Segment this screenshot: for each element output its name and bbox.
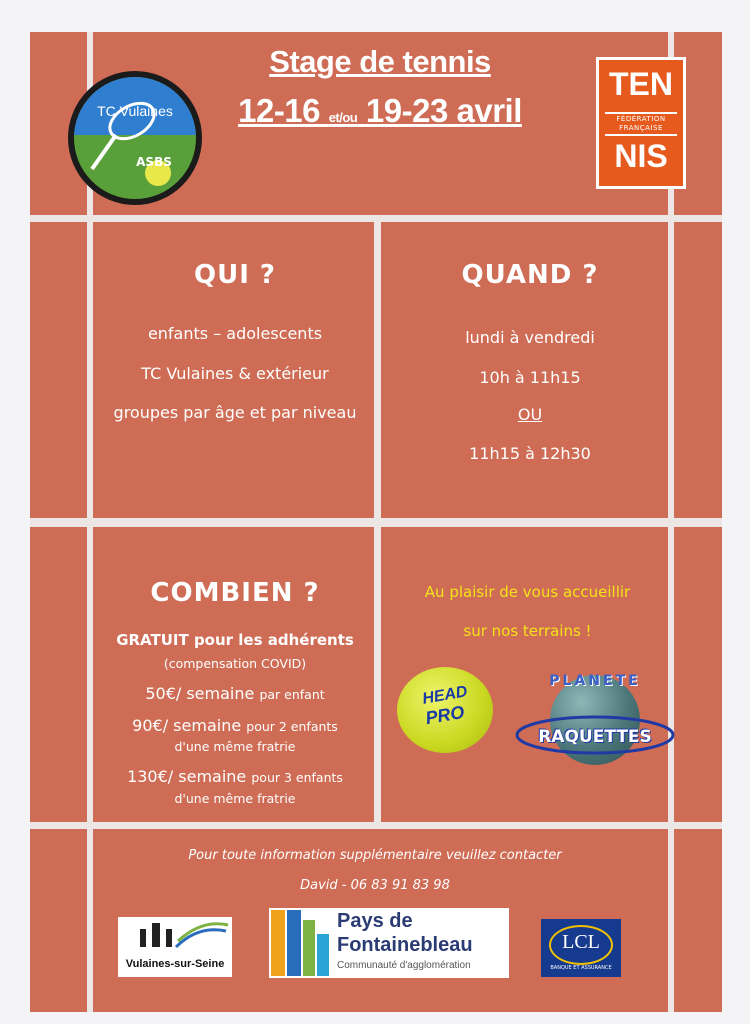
quand-time-2: 11h15 à 12h30 [469,444,591,463]
lcl-logo-text: LCL [562,931,600,953]
pays-de-fontainebleau-logo [269,908,509,978]
date-first: 12-16 [238,92,321,129]
qui-line-2: TC Vulaines & extérieur [141,364,329,383]
pays-logo-line-1: Pays de [337,910,413,932]
vulaines-sur-seine-logo [118,917,232,977]
club-badge: ASBS [136,155,172,169]
footer-info: Pour toute information supplémentaire veuillez contacter [188,848,562,863]
qui-heading: QUI ? [193,260,277,290]
page-title: Stage de tennis [269,44,491,79]
price-2-amount: 90€/ semaine [132,716,242,735]
club-name: TC Vulaines [97,103,173,119]
price-3-note: pour 3 enfants [251,770,343,785]
price-2-note: pour 2 enfants [246,719,338,734]
fft-logo-top: TEN [609,66,673,102]
lcl-logo-sub: BANQUE ET ASSURANCE [550,965,612,971]
price-1-amount: 50€/ semaine [145,684,255,703]
fft-logo-side2: FRANÇAISE [619,124,663,132]
combien-price-3 [90,767,380,786]
combien-heading: COMBIEN ? [150,578,320,608]
date-range [195,92,565,130]
date-second: 19-23 avril [365,92,522,129]
price-2-note-2: d'une même fratrie [174,739,296,754]
quand-heading: QUAND ? [461,260,599,290]
planete-raquettes-logo [515,665,675,773]
tc-vulaines-logo [68,71,202,205]
pays-logo-line-3: Communauté d'agglomération [337,960,471,971]
qui-line-1: enfants – adolescents [147,324,323,343]
court-line-net [30,518,722,527]
combien-free-note: (compensation COVID) [163,656,307,671]
lcl-logo [541,919,621,977]
head-pro-ball-logo [397,667,493,753]
court-line-service-bottom [30,822,722,829]
price-3-note-2: d'une même fratrie [174,791,296,806]
head-logo-text: HEAD [421,683,469,708]
fft-logo-bottom: NIS [614,138,668,174]
date-conjunction: et/ou [328,110,358,125]
planete-text: PLANETE [549,673,641,689]
welcome-line-2: sur nos terrains ! [463,622,592,640]
fft-logo [596,57,686,189]
qui-line-3: groupes par âge et par niveau [113,403,357,422]
price-1-note: par enfant [259,687,325,702]
pro-logo-text: PRO [423,701,466,729]
vulaines-logo-text: Vulaines-sur-Seine [125,958,225,970]
raquettes-text: RAQUETTES [538,727,652,747]
quand-time-1: 10h à 11h15 [479,368,581,387]
price-3-amount: 130€/ semaine [127,767,247,786]
pays-logo-line-2: Fontainebleau [337,934,473,956]
quand-days: lundi à vendredi [465,328,595,347]
welcome-line-1: Au plaisir de vous accueillir [424,583,631,601]
combien-price-1 [90,684,380,703]
combien-price-2 [90,716,380,735]
footer-contact: David - 06 83 91 83 98 [300,878,450,893]
quand-or: OU [517,405,543,424]
fft-logo-side1: FÉDÉRATION [616,115,666,123]
combien-free: GRATUIT pour les adhérents [116,631,354,649]
